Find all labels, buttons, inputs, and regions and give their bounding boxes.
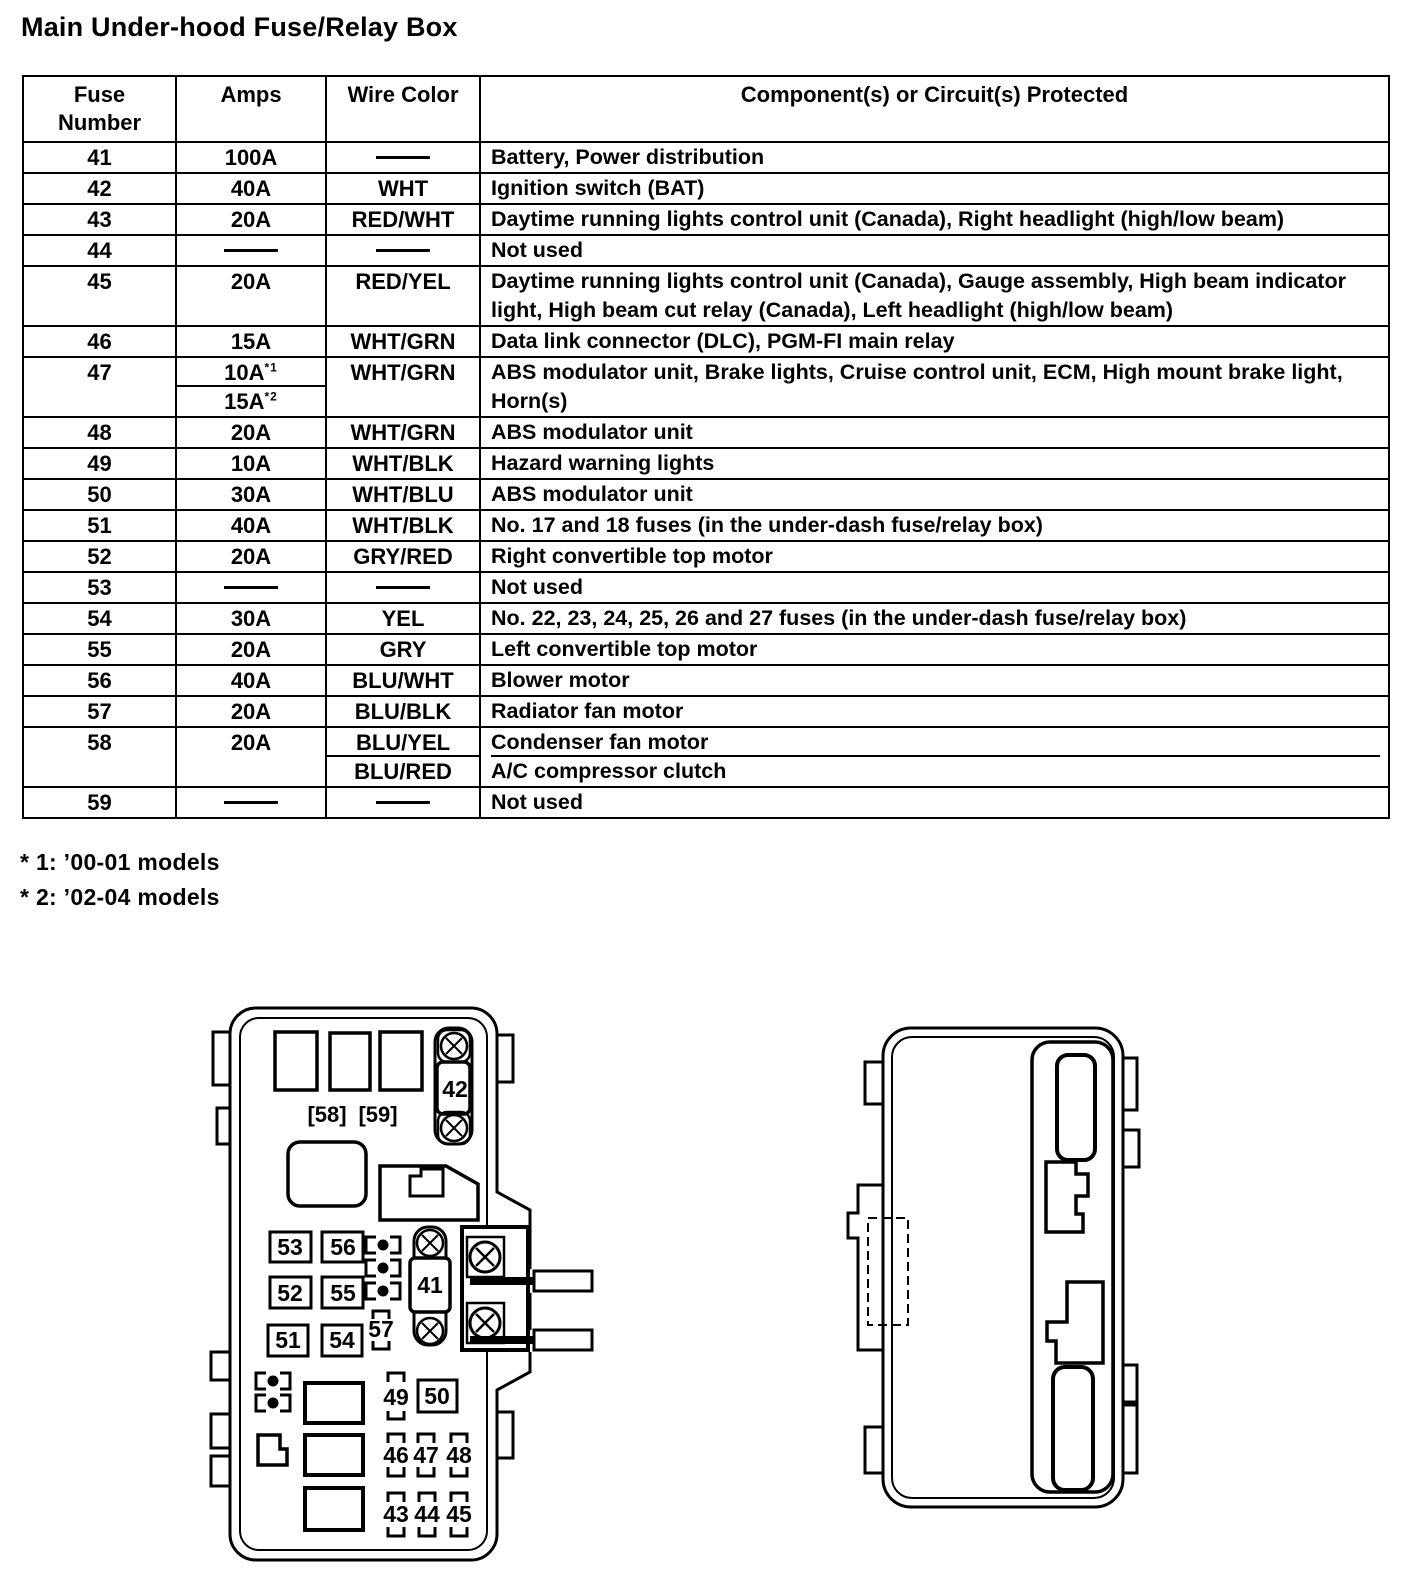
diagram-label: 56 [330,1234,356,1260]
page-title: Main Under-hood Fuse/Relay Box [21,12,458,42]
component-cell: Blower motor [480,665,1389,696]
component-cell: Condenser fan motor A/C compressor clutch [480,727,1389,787]
wire-color-cell: WHT/BLK [326,448,480,479]
wire-color-cell: WHT/GRN [326,326,480,357]
fuse-number-cell: 57 [23,696,176,727]
fuse-number-cell: 51 [23,510,176,541]
component-cell: Daytime running lights control unit (Canada), Gauge assembly, High beam indicator light, High beam cut relay (Canada), Left headlight (high/low beam) [480,266,1389,326]
cover-latch [1046,1162,1088,1232]
fuse-number-cell: 41 [23,142,176,173]
component-cell: ABS modulator unit, Brake lights, Cruise control unit, ECM, High mount brake light, Horn(s) [480,357,1389,417]
fuse-number-cell: 56 [23,665,176,696]
wire-color-cell: BLU/YEL BLU/RED [326,727,480,787]
amps-cell: 40A [176,510,326,541]
amps-cell: 100A [176,142,326,173]
diagram-label: 55 [330,1280,356,1306]
fuse-number-cell: 45 [23,266,176,326]
fuse-number-cell: 43 [23,204,176,235]
fuse-number-cell: 53 [23,572,176,603]
fuse-number-cell: 50 [23,479,176,510]
fuse-number-cell: 59 [23,787,176,818]
diagram-label: 44 [414,1501,440,1527]
component-cell: Hazard warning lights [480,448,1389,479]
fuse-number-cell: 52 [23,541,176,572]
amps-cell: 30A [176,479,326,510]
diagram-label: 49 [383,1384,409,1410]
diagram-label: 42 [442,1076,468,1102]
wire-color-cell: BLU/WHT [326,665,480,696]
wire-color-cell: WHT/GRN [326,417,480,448]
fuse-box-diagram [211,1008,592,1560]
component-cell: Daytime running lights control unit (Canada), Right headlight (high/low beam) [480,204,1389,235]
wire-color-cell: WHT/BLU [326,479,480,510]
component-cell: Radiator fan motor [480,696,1389,727]
relay-slots-top [275,1032,422,1090]
fuse-number-cell: 58 [23,727,176,787]
fuse-number-cell: 49 [23,448,176,479]
amps-cell: 20A [176,696,326,727]
battery-terminal-block [462,1227,592,1350]
wire-color-cell: WHT/BLK [326,510,480,541]
fuse-number-cell: 55 [23,634,176,665]
wire-color-cell: WHT [326,173,480,204]
diagram-label: 51 [275,1327,301,1353]
amps-column-header: Amps [176,76,326,142]
component-cell: Data link connector (DLC), PGM-FI main relay [480,326,1389,357]
amps-cell: 15A [176,326,326,357]
connector-slot [380,1166,478,1220]
component-cell: Ignition switch (BAT) [480,173,1389,204]
cover-inner-panel [1032,1042,1113,1492]
footnote-2: * 2: ’02-04 models [20,884,220,910]
amps-cell: 40A [176,173,326,204]
diagram-label: 54 [329,1327,355,1353]
component-cell: Not used [480,572,1389,603]
fuse-number-cell: 46 [23,326,176,357]
diagram-label: [59] [358,1102,398,1127]
wire-color-cell: WHT/GRN [326,357,480,417]
diagram-label: 50 [424,1383,450,1409]
component-cell: Battery, Power distribution [480,142,1389,173]
diagram-label: 43 [383,1501,409,1527]
amps-cell: 20A [176,634,326,665]
amps-cell: 30A [176,603,326,634]
diagram-label: 46 [383,1442,409,1468]
component-cell: Not used [480,235,1389,266]
diagram-label: [58] [307,1102,347,1127]
wire-color-cell: RED/YEL [326,266,480,326]
amps-cell: $10A^{*1}$ $15A^{*2}$ [176,357,326,417]
component-cell: Not used [480,787,1389,818]
component-cell: ABS modulator unit [480,417,1389,448]
main-relay-slot [288,1142,366,1206]
diagram-label: 52 [277,1280,303,1306]
amps-cell: 40A [176,665,326,696]
diagram-label: 41 [417,1272,443,1298]
footnote-1: * 1: ’00-01 models [20,849,220,875]
fuse-number-cell: 54 [23,603,176,634]
amps-cell: 20A [176,727,326,787]
component-cell: Left convertible top motor [480,634,1389,665]
wire-color-column-header: Wire Color [326,76,480,142]
fuse-number-cell: 42 [23,173,176,204]
amps-cell: 20A [176,417,326,448]
fuse-number-cell: 48 [23,417,176,448]
fuse-box-cover-diagram [848,1028,1139,1507]
wire-color-cell: GRY/RED [326,541,480,572]
fuse-number-cell: 47 [23,357,176,417]
component-cell: No. 22, 23, 24, 25, 26 and 27 fuses (in the under-dash fuse/relay box) [480,603,1389,634]
component-cell: Right convertible top motor [480,541,1389,572]
diagram-label: 48 [446,1442,472,1468]
wire-color-cell: RED/WHT [326,204,480,235]
amps-cell: 20A [176,204,326,235]
components-column-header: Component(s) or Circuit(s) Protected [480,76,1389,142]
diagram-label: 47 [413,1442,439,1468]
amps-cell: 10A [176,448,326,479]
component-cell: No. 17 and 18 fuses (in the under-dash fuse/relay box) [480,510,1389,541]
amps-cell: 20A [176,541,326,572]
wire-color-cell: GRY [326,634,480,665]
fuse-number-cell: 44 [23,235,176,266]
amps-cell: 20A [176,266,326,326]
component-cell: ABS modulator unit [480,479,1389,510]
wire-color-cell: YEL [326,603,480,634]
diagram-label: 53 [277,1234,303,1260]
diagram-label: 57 [368,1316,394,1342]
diagram-label: 45 [446,1501,472,1527]
wire-color-cell: BLU/BLK [326,696,480,727]
fuse-number-column-header: Fuse Number [23,76,176,142]
